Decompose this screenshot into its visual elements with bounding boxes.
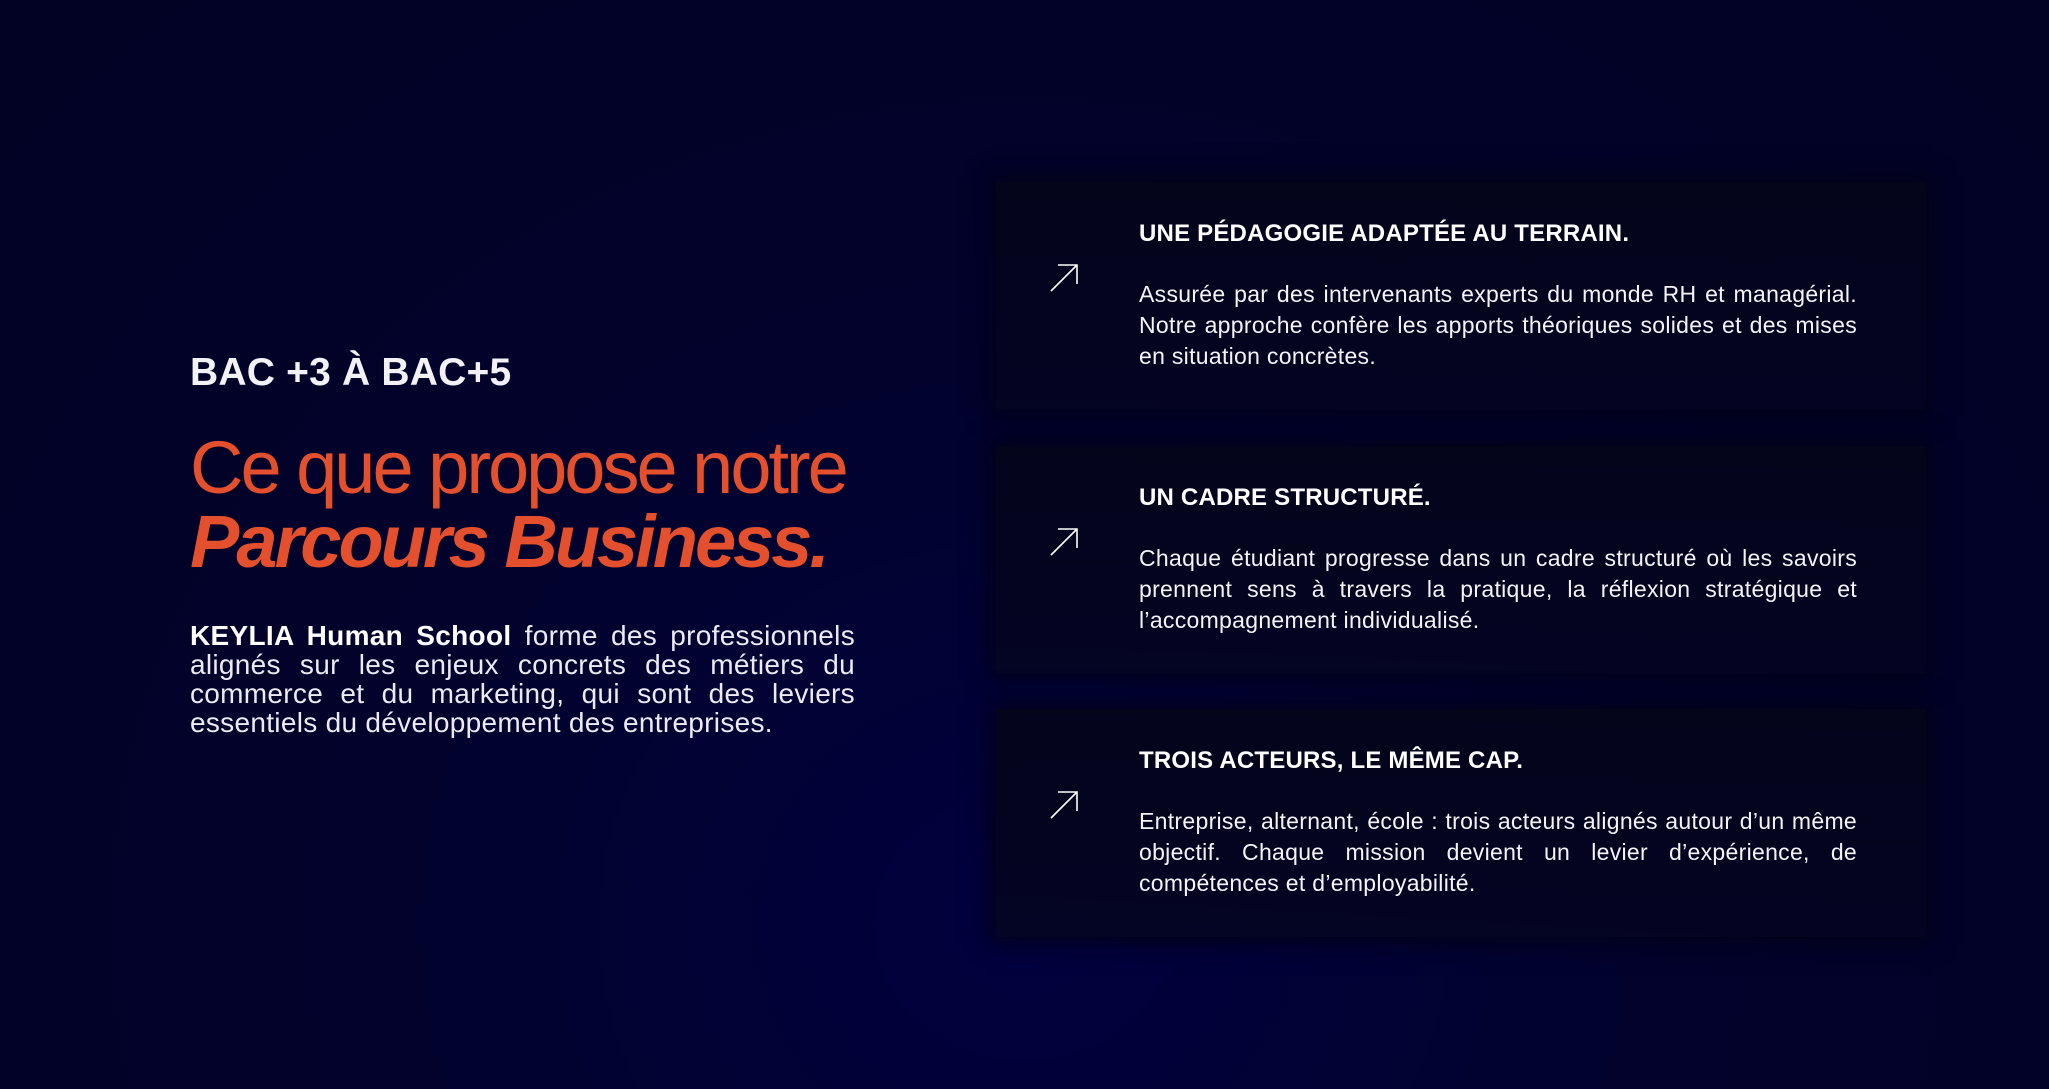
intro-text: forme des professionnels alignés sur les enjeux concrets des métiers du commerce et du marketing, qui sont des leviers essentiels du développement des entreprises. (190, 619, 855, 738)
page-headline (190, 425, 855, 583)
feature-card-actors (996, 709, 1926, 937)
degree-level-label: BAC +3 À BAC+5 (190, 351, 512, 394)
school-name: KEYLIA Human School (190, 619, 512, 651)
headline-line-2: Parcours Business. (190, 499, 827, 583)
feature-card-pedagogy (996, 182, 1926, 410)
intro-paragraph (190, 621, 855, 737)
feature-card-structure (996, 446, 1926, 674)
feature-card-title: UNE PÉDAGOGIE ADAPTÉE AU TERRAIN. (1139, 220, 1630, 247)
feature-card-body: Entreprise, alternant, école : trois acteurs alignés autour d’un même objectif. Chaque mission devient un levier d’expérience, de compétences et d’employabilité. (1139, 808, 1857, 896)
arrow-up-right-icon (1048, 262, 1080, 294)
arrow-up-right-icon (1048, 789, 1080, 821)
intro-section (190, 352, 855, 765)
headline-line-1: Ce que propose notre (190, 425, 846, 509)
feature-card-title: TROIS ACTEURS, LE MÊME CAP. (1139, 747, 1524, 774)
arrow-up-right-icon (1048, 526, 1080, 558)
feature-card-body: Chaque étudiant progresse dans un cadre structuré où les savoirs prennent sens à travers la pratique, la réflexion stratégique et l’accompagnement individualisé. (1139, 545, 1857, 633)
feature-card-body: Assurée par des intervenants experts du monde RH et managérial. Notre approche confère les apports théoriques solides et des mises en situation concrètes. (1139, 281, 1857, 369)
feature-card-title: UN CADRE STRUCTURÉ. (1139, 484, 1431, 511)
